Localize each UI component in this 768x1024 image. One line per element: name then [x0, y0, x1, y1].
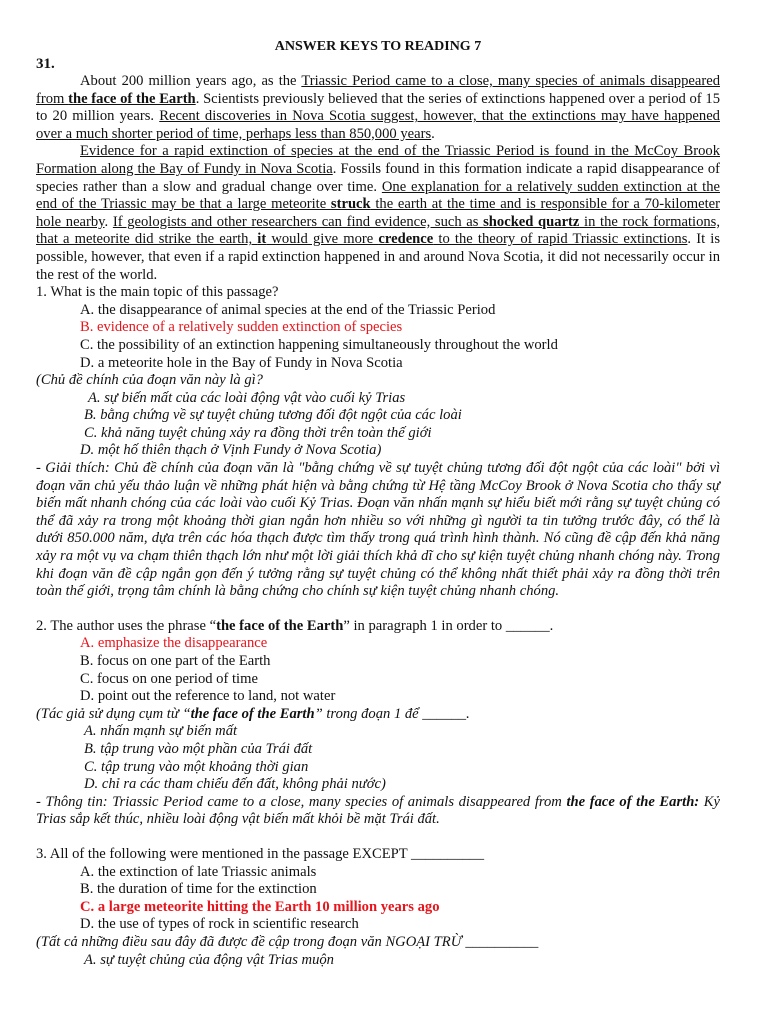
option-c: C. focus on one period of time	[80, 670, 258, 687]
passage-segment: it	[257, 231, 267, 248]
question-3	[36, 846, 720, 969]
vn-option-d: D. một hố thiên thạch ở Vịnh Fundy ở Nova Scotia)	[80, 442, 382, 459]
vn-question-stem	[36, 706, 720, 724]
option-c-correct: C. a large meteorite hitting the Earth 10 million years ago	[80, 898, 440, 915]
passage-segment: struck	[330, 196, 371, 213]
option-a: A. the disappearance of animal species at the end of the Triassic Period	[80, 301, 496, 318]
question-2	[36, 618, 720, 829]
option-d: D. point out the reference to land, not water	[80, 688, 336, 705]
passage-segment: Evidence for a rapid extinction of species at the end of the Triassic Period is found in the McCoy Brook Formation along the Bay of Fundy in Nova Scotia	[36, 143, 720, 177]
page-title: ANSWER KEYS TO READING 7	[274, 39, 482, 54]
passage-segment: Triassic Period came to a close, many species of animals disappeared from	[36, 73, 720, 107]
option-a: A. the extinction of late Triassic animals	[80, 863, 317, 880]
info-quote	[36, 794, 720, 829]
passage-segment: About 200 million years ago, as the	[80, 73, 302, 89]
stem-phrase: the face of the Earth	[216, 617, 344, 634]
stem-text: 2. The author uses the phrase “	[36, 617, 217, 634]
question-1	[36, 284, 720, 601]
option-d: D. the use of types of rock in scientific research	[80, 916, 359, 933]
passage-segment: the earth at the time and is responsible for a 70-kilometer hole nearby	[36, 196, 720, 230]
passage-segment: the face of the Earth	[68, 90, 196, 107]
passage-segment: . Scientists previously believed that the series of extinctions happened over a period of 15 to 20 million years.	[36, 90, 720, 125]
stem-text: ” in paragraph 1 in order to ______.	[343, 617, 554, 634]
passage-segment: .	[104, 213, 113, 230]
info-text: Kỷ Trias sắp kết thúc, nhiều loài động vật biến mất khỏi bề mặt Trái đất.	[36, 793, 720, 828]
explanation: - Giải thích: Chủ đề chính của đoạn văn là "bằng chứng về sự tuyệt chủng tương đối đột ngột của các loài" bởi vì đoạn văn chủ yếu thảo luận về những phát hiện và bằng chứng từ Hệ tầng McCoy Brook ở Nova Scotia cho thấy sự biến mất nhanh chóng của các loài vào cuối Kỷ Trias. Đoạn văn nhấn mạnh sự hiểu biết mới rằng sự tuyệt chủng có thể đã xảy ra trong một khoảng thời gian ngắn hơn nhiều so với những gì người ta tin tưởng trước đây, có thể là dưới 850.000 năm, dựa trên các hóa thạch được tìm thấy trong quá trình hình thành. Nó cũng đề cập đến khả năng xảy ra một vụ va chạm thiên thạch lớn như một lời giải thích khả dĩ cho sự kiện tuyệt chủng nhanh chóng này. Trong khi đoạn văn đề cập ngắn gọn đến ý tưởng rằng sự tuyệt chủng có thể không nhất thiết phải xảy ra đồng thời trên toàn thế giới, trọng tâm chính là bằng chứng cho chính sự kiện tuyệt chủng nhanh chóng.	[36, 460, 720, 600]
vn-option-a: A. sự biến mất của các loài động vật vào cuối kỷ Trias	[88, 389, 406, 406]
stem-text: (Tác giả sử dụng cụm từ “	[36, 705, 191, 722]
vn-option-c: C. khả năng tuyệt chủng xảy ra đồng thời trên toàn thế giới	[84, 424, 432, 441]
vn-option-a: A. sự tuyệt chủng của động vật Trias muộn	[84, 951, 334, 968]
passage-segment: shocked quartz	[483, 213, 580, 230]
passage-segment: . It is possible, however, that even if a rapid extinction happened in and around Nova Scotia, it did not necessarily occur in the rest of the world.	[36, 231, 721, 283]
option-c: C. the possibility of an extinction happening simultaneously throughout the world	[80, 336, 558, 353]
stem-text: ” trong đoạn 1 để ______.	[314, 705, 470, 722]
question-number: 31.	[36, 56, 55, 72]
option-d: D. a meteorite hole in the Bay of Fundy in Nova Scotia	[80, 354, 403, 371]
passage-paragraph-2	[36, 143, 720, 284]
question-stem: 3. All of the following were mentioned in the passage EXCEPT __________	[36, 845, 485, 862]
vn-question-stem: (Chủ đề chính của đoạn văn này là gì?	[36, 372, 263, 389]
passage-segment: One explanation for a relatively sudden extinction at the end of the Triassic may be that a large meteorite	[36, 178, 720, 213]
vn-option-c: C. tập trung vào một khoảng thời gian	[84, 758, 309, 775]
option-b: B. the duration of time for the extinction	[80, 881, 317, 898]
question-stem	[36, 618, 720, 636]
vn-question-stem: (Tất cả những điều sau đây đã được đề cập trong đoạn văn NGOẠI TRỪ __________	[36, 933, 539, 950]
passage-segment: to the theory of rapid Triassic extinctions	[433, 231, 688, 248]
question-stem: 1. What is the main topic of this passage?	[36, 284, 279, 301]
passage-segment: credence	[378, 231, 434, 248]
passage-segment: Recent discoveries in Nova Scotia suggest, however, that the extinctions may have happened over a much shorter period of time, perhaps less than 850,000 years	[36, 108, 720, 142]
passage-segment: in the rock formations, that a meteorite did strike the earth,	[36, 213, 720, 248]
answer-key-page	[36, 38, 720, 969]
option-b: B. focus on one part of the Earth	[80, 653, 271, 669]
stem-phrase: the face of the Earth	[190, 705, 315, 722]
option-a-correct: A. emphasize the disappearance	[80, 635, 268, 652]
passage-segment: would give more	[266, 231, 379, 248]
option-b-correct: B. evidence of a relatively sudden extinction of species	[80, 319, 403, 336]
info-phrase: the face of the Earth:	[566, 793, 700, 810]
vn-option-a: A. nhấn mạnh sự biến mất	[84, 723, 238, 740]
passage-segment: .	[431, 125, 435, 142]
vn-option-b: B. bằng chứng về sự tuyệt chủng tương đối đột ngột của các loài	[84, 407, 462, 424]
passage-paragraph-1	[36, 73, 720, 143]
vn-option-d: D. chỉ ra các tham chiếu đến đất, không phải nước)	[84, 776, 386, 793]
info-text: - Thông tin: Triassic Period came to a close, many species of animals disappeared from	[36, 793, 567, 810]
passage-segment: . Fossils found in this formation indicate a rapid disappearance of species rather than a slow and gradual change over time.	[36, 160, 721, 195]
vn-option-b: B. tập trung vào một phần của Trái đất	[84, 740, 313, 757]
passage-segment: If geologists and other researchers can find evidence, such as	[112, 213, 484, 230]
